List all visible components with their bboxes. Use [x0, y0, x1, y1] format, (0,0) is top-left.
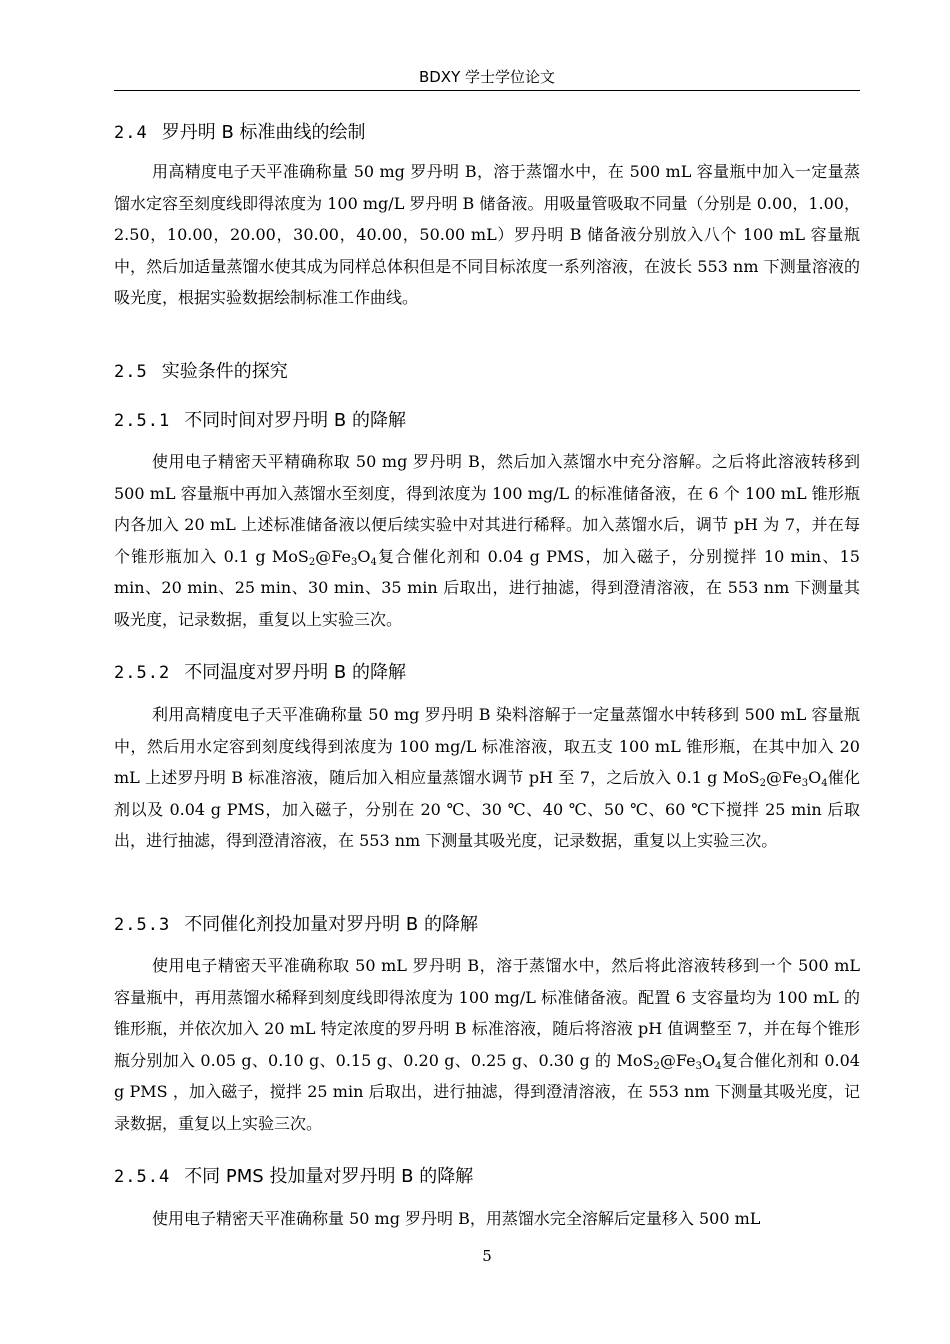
- subscript: 2: [759, 778, 767, 790]
- text-run: 复合催化剂和 0.04 g PMS ，加入磁子，搅拌 25 min 后取出，进行抽滤，得到澄清溶液，在 553 nm 下测量其吸光度，记录数据，重复以上实验三次。: [114, 1050, 860, 1133]
- text-run: @Fe: [315, 546, 351, 566]
- subscript: 2: [653, 1060, 660, 1072]
- text-run: 复合催化剂和 0.04 g PMS，加入磁子，分别搅拌 10 min、15 min、20 min、25 min、30 min、35 min 后取出，进行抽滤，得到澄清溶液，在 553 nm 下测量其吸光度，记录数据，重复以上实验三次。: [114, 546, 860, 629]
- section-heading-2-5-3: [114, 913, 478, 937]
- section-heading-2-5: [114, 360, 288, 384]
- subscript: 3: [350, 556, 358, 568]
- text-run: O: [701, 1050, 716, 1070]
- section-heading-2-4: [114, 121, 366, 145]
- section-title: 不同时间对罗丹明 B 的降解: [184, 410, 406, 431]
- text-run: @Fe: [659, 1050, 696, 1070]
- text-run: O: [357, 546, 371, 566]
- text-run: 催化剂以及 0.04 g PMS，加入磁子，分别在 20 ℃、30 ℃、40 ℃、50 ℃、60 ℃下搅拌 25 min 后取出，进行抽滤，得到澄清溶液，在 553 nm 下测量其吸光度，记录数据，重复以上实验三次。: [114, 768, 860, 851]
- section-number: 2.4: [114, 123, 148, 143]
- section-number: 2.5.1: [114, 411, 171, 431]
- section-title: 不同 PMS 投加量对罗丹明 B 的降解: [184, 1166, 474, 1187]
- subscript: 2: [308, 556, 316, 568]
- subscript: 3: [801, 778, 809, 790]
- section-number: 2.5.2: [114, 663, 171, 683]
- section-number: 2.5.3: [114, 915, 171, 935]
- paragraph-2-4: 用高精度电子天平准确称量 50 mg 罗丹明 B，溶于蒸馏水中，在 500 mL 容量瓶中加入一定量蒸馏水定容至刻度线即得浓度为 100 mg/L 罗丹明 B 储备液。用吸量管吸取不同量（分别是 0.00，1.00，2.50，10.00，20.00，30.00，40.00，50.00 mL）罗丹明 B 储备液分别放入八个 100 mL 容量瓶中，然后加适量蒸馏水使其成为同样总体积但是不同目标浓度一系列溶液，在波长 553 nm 下测量溶液的吸光度，根据实验数据绘制标准工作曲线。: [114, 162, 860, 308]
- page-number: 5: [482, 1247, 492, 1265]
- section-heading-2-5-2: [114, 661, 406, 685]
- paragraph-2-5-1: [114, 446, 860, 636]
- subscript: 4: [821, 778, 828, 790]
- section-number: 2.5: [114, 362, 148, 382]
- section-title: 不同催化剂投加量对罗丹明 B 的降解: [184, 914, 478, 935]
- text-run: 利用高精度电子天平准确称量 50 mg 罗丹明 B 染料溶解于一定量蒸馏水中转移到 500 mL 容量瓶中，然后用水定容到刻度线得到浓度为 100 mg/L 标准溶液，取五支 100 mL 锥形瓶，在其中加入 20 mL 上述罗丹明 B 标准溶液，随后加入相应量蒸馏水调节 pH 至 7，之后放入 0.1 g MoS: [114, 705, 860, 788]
- text-run: 使用电子精密天平准确称取 50 mL 罗丹明 B，溶于蒸馏水中，然后将此溶液转移到一个 500 mL 容量瓶中，再用蒸馏水稀释到刻度线即得浓度为 100 mg/L 标准储备液。配置 6 支容量均为 100 mL 的锥形瓶，并依次加入 20 mL 特定浓度的罗丹明 B 标准溶液，随后将溶液 pH 值调整至 7，并在每个锥形瓶分别加入 0.05 g、0.10 g、0.15 g、0.20 g、0.25 g、0.30 g 的 MoS: [114, 956, 860, 1070]
- section-title: 罗丹明 B 标准曲线的绘制: [161, 122, 366, 143]
- paragraph-2-5-3: [114, 950, 860, 1140]
- section-title: 不同温度对罗丹明 B 的降解: [184, 662, 406, 683]
- text-run: 使用电子精密天平精确称取 50 mg 罗丹明 B，然后加入蒸馏水中充分溶解。之后将此溶液转移到 500 mL 容量瓶中再加入蒸馏水至刻度，得到浓度为 100 mg/L 的标准储备液，在 6 个 100 mL 锥形瓶内各加入 20 mL 上述标准储备液以便后续实验中对其进行稀释。加入蒸馏水后，调节 pH 为 7，并在每个锥形瓶加入 0.1 g MoS: [114, 452, 860, 566]
- paragraph-2-5-2: [114, 699, 860, 857]
- running-header: BDXY 学士学位论文: [418, 68, 556, 86]
- subscript: 3: [695, 1060, 702, 1072]
- section-number: 2.5.4: [114, 1167, 171, 1187]
- text-run: @Fe: [766, 768, 802, 788]
- section-heading-2-5-4: [114, 1165, 473, 1189]
- section-title: 实验条件的探究: [161, 361, 288, 382]
- section-heading-2-5-1: [114, 409, 406, 433]
- paragraph-2-5-4: 使用电子精密天平准确称量 50 mg 罗丹明 B，用蒸馏水完全溶解后定量移入 500 mL: [152, 1209, 761, 1228]
- text-run: O: [808, 768, 822, 788]
- subscript: 4: [715, 1060, 722, 1072]
- header-rule: [114, 90, 860, 91]
- subscript: 4: [370, 556, 377, 568]
